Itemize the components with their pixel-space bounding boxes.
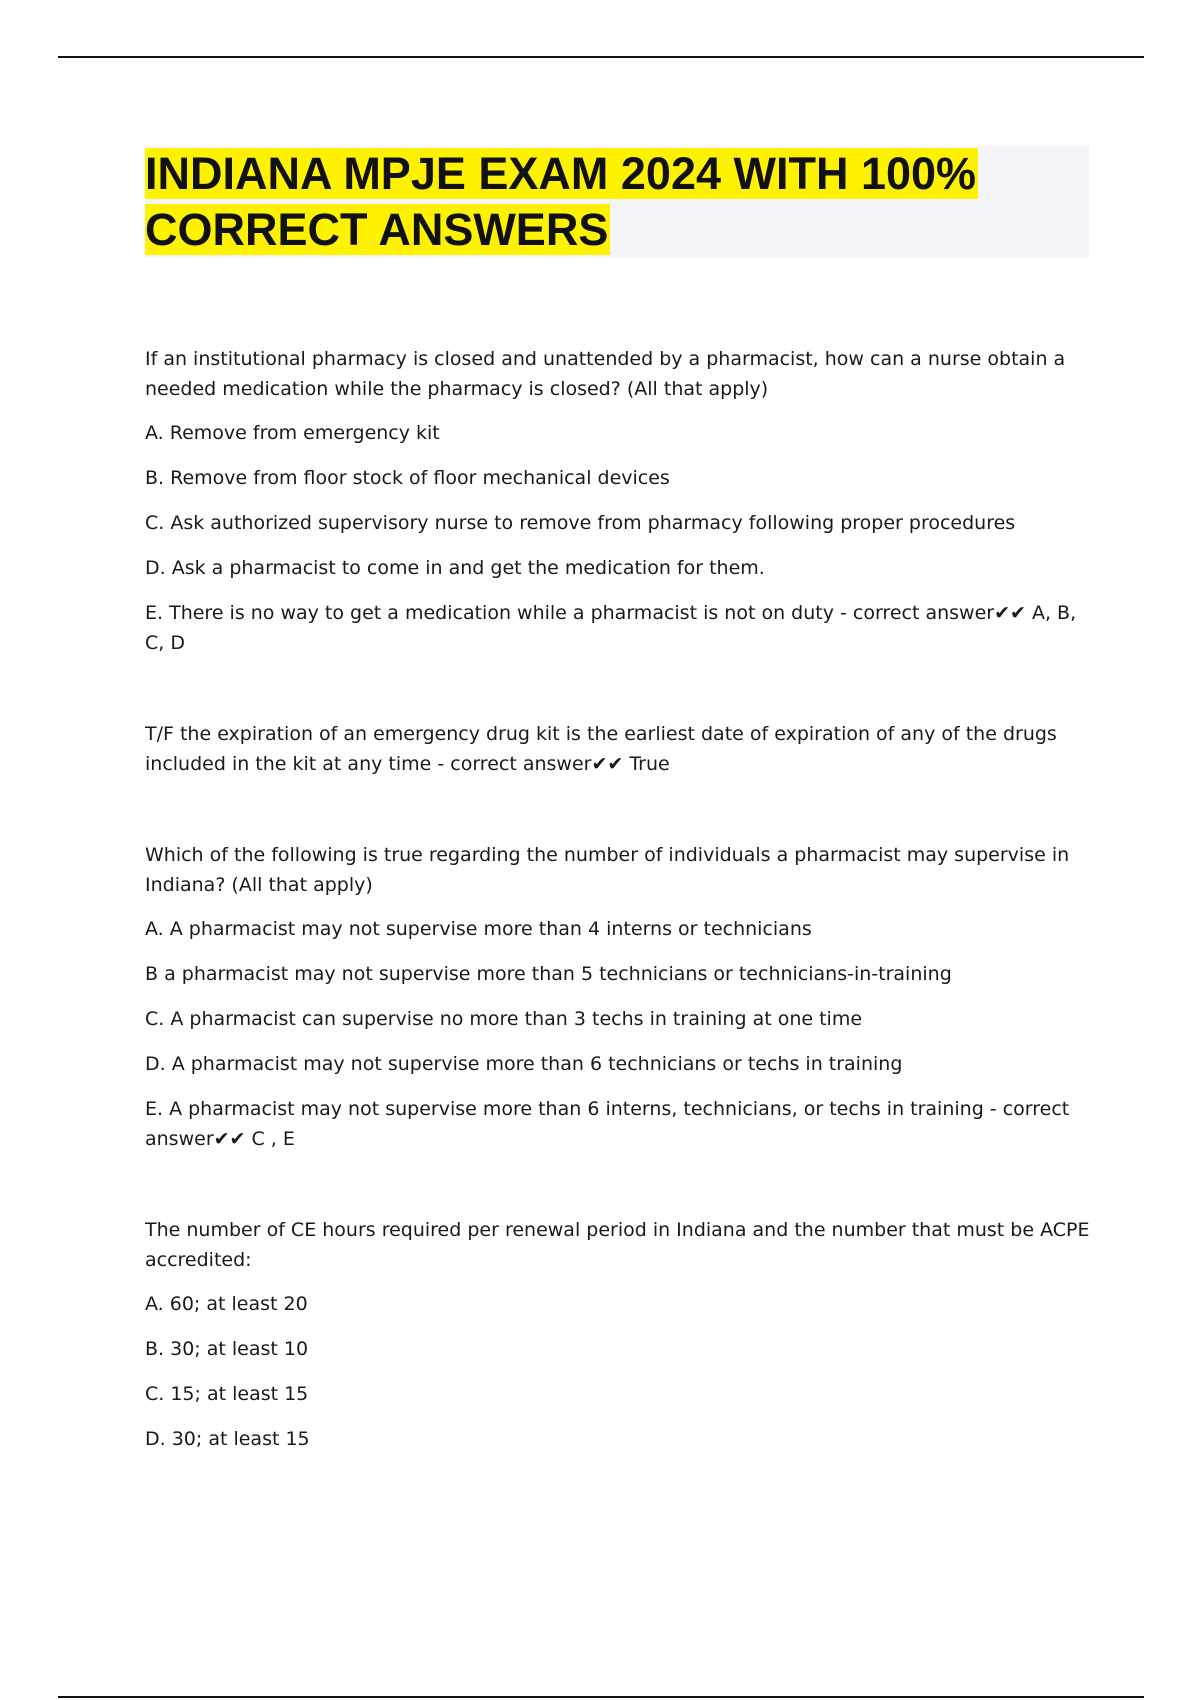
option-item-with-answer: E. A pharmacist may not supervise more than 6 interns, technicians, or techs in training - correct answer✔✔ C , E [145,1098,1070,1150]
question-block-2 [145,719,1095,779]
question-block-4 [145,1215,1095,1454]
top-rule [58,56,1144,58]
option-item: A. A pharmacist may not supervise more than 4 interns or technicians [145,918,812,940]
option-item: B. 30; at least 10 [145,1338,309,1360]
question-text-with-answer: T/F the expiration of an emergency drug kit is the earliest date of expiration of any of the drugs included in the kit at any time - correct answer✔✔ True [145,723,1057,775]
title-highlight: INDIANA MPJE EXAM 2024 WITH 100% CORRECT ANSWERS [145,148,977,255]
option-item-with-answer: E. There is no way to get a medication while a pharmacist is not on duty - correct answer✔✔ A, B, C, D [145,602,1077,654]
option-item: D. 30; at least 15 [145,1428,310,1450]
option-item: D. Ask a pharmacist to come in and get the medication for them. [145,557,765,579]
question-block-3 [145,840,1095,1154]
option-item: B. Remove from floor stock of floor mechanical devices [145,467,670,489]
option-item: C. 15; at least 15 [145,1383,309,1405]
question-block-1 [145,344,1095,658]
question-text: Which of the following is true regarding the number of individuals a pharmacist may supervise in Indiana? (All that apply) [145,844,1070,896]
option-item: A. Remove from emergency kit [145,422,440,444]
title-box [145,146,1089,258]
option-item: C. A pharmacist can supervise no more than 3 techs in training at one time [145,1008,863,1030]
questions-list [145,344,1095,1454]
question-text: If an institutional pharmacy is closed and unattended by a pharmacist, how can a nurse obtain a needed medication while the pharmacy is closed? (All that apply) [145,348,1066,400]
option-item: C. Ask authorized supervisory nurse to remove from pharmacy following proper procedures [145,512,1016,534]
option-item: B a pharmacist may not supervise more than 5 technicians or technicians-in-training [145,963,952,985]
bottom-rule [58,1696,1144,1698]
document-title [145,146,1089,258]
question-text: The number of CE hours required per renewal period in Indiana and the number that must be ACPE accredited: [145,1219,1090,1271]
option-item: D. A pharmacist may not supervise more than 6 technicians or techs in training [145,1053,903,1075]
option-item: A. 60; at least 20 [145,1293,308,1315]
